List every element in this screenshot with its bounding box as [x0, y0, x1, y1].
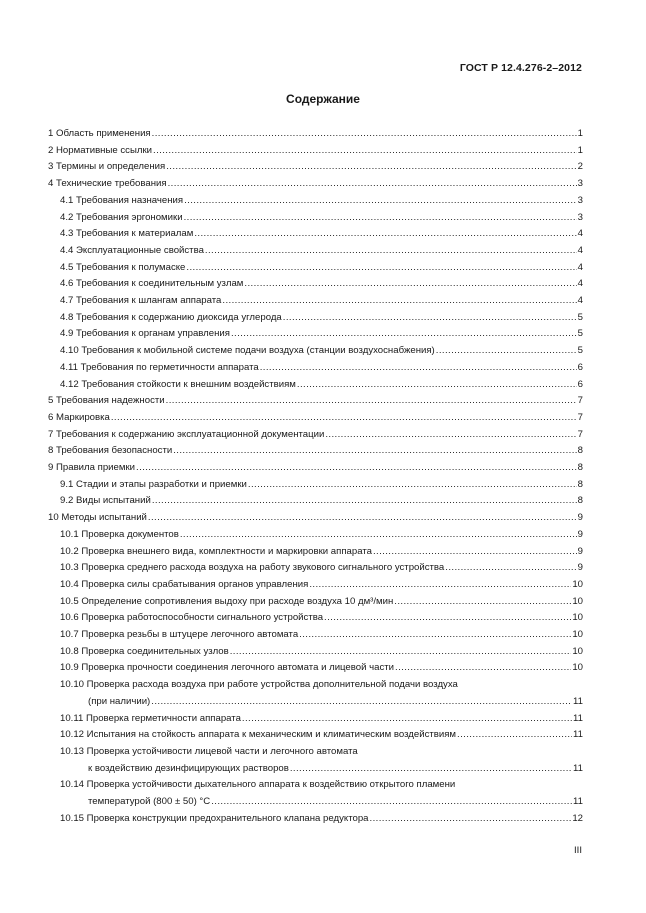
toc-dot-leader	[297, 379, 577, 391]
toc-dot-leader	[173, 445, 576, 457]
toc-entry[interactable]	[60, 746, 583, 758]
toc-entry-page: 9	[577, 528, 583, 540]
toc-entry-title: 4.8 Требования к содержанию диоксида углерода	[60, 311, 282, 323]
toc-entry-title: 10.10 Проверка расхода воздуха при работе устройства дополнительной подачи воздуха	[60, 679, 458, 691]
toc-entry[interactable]	[60, 212, 583, 224]
toc-entry-page: 8	[577, 478, 583, 490]
toc-entry-page: 9	[577, 562, 583, 574]
toc-entry[interactable]	[48, 161, 583, 173]
toc-entry-page: 10	[572, 645, 583, 657]
toc-entry-page: 8	[577, 445, 583, 457]
toc-entry[interactable]	[60, 495, 583, 507]
toc-dot-leader	[153, 145, 577, 157]
toc-entry[interactable]	[88, 763, 583, 775]
toc-dot-leader	[394, 596, 571, 608]
toc-entry[interactable]	[60, 278, 583, 290]
toc-entry-page: 10	[572, 662, 583, 674]
toc-entry-title: 10.14 Проверка устойчивости дыхательного аппарата к воздействию открытого пламени	[60, 779, 456, 791]
toc-dot-leader	[325, 429, 576, 441]
toc-entry[interactable]	[48, 429, 583, 441]
toc-entry-page: 11	[573, 796, 583, 807]
toc-entry-title: 10.4 Проверка силы срабатывания органов управления	[60, 578, 309, 590]
toc-entry[interactable]	[60, 779, 583, 791]
toc-dot-leader	[457, 729, 572, 741]
toc-entry[interactable]	[48, 512, 583, 524]
toc-entry-page: 4	[577, 278, 583, 290]
toc-dot-leader	[244, 278, 576, 290]
toc-entry-title: 4.4 Эксплуатационные свойства	[60, 244, 204, 256]
toc-entry-page: 12	[572, 812, 583, 824]
toc-dot-leader	[373, 546, 577, 558]
toc-entry-page: 6	[577, 378, 583, 390]
toc-entry-page: 5	[577, 328, 583, 340]
toc-dot-leader	[436, 345, 577, 357]
toc-dot-leader	[186, 262, 576, 274]
toc-dot-leader	[111, 412, 577, 424]
toc-entry[interactable]	[60, 679, 583, 691]
toc-entry-title: 9.1 Стадии и этапы разработки и приемки	[60, 478, 247, 490]
toc-entry-title: 5 Требования надежности	[48, 395, 165, 407]
toc-entry-title: 4.10 Требования к мобильной системе подачи воздуха (станции воздухоснабжения)	[60, 345, 435, 357]
toc-entry[interactable]	[48, 395, 583, 407]
toc-entry-page: 1	[577, 128, 583, 139]
toc-entry-title: 3 Термины и определения	[48, 161, 166, 173]
page-title: Содержание	[286, 92, 360, 106]
toc-entry-title: 4.2 Требования эргономики	[60, 211, 183, 223]
toc-entry-title: 4.11 Требования по герметичности аппарата	[60, 361, 259, 373]
toc-entry-page: 7	[577, 411, 583, 423]
toc-entry-title: 10.5 Определение сопротивления выдоху при расходе воздуха 10 дм³/мин	[60, 595, 394, 607]
toc-entry-title: 4 Технические требования	[48, 178, 167, 190]
toc-entry[interactable]	[60, 562, 583, 574]
toc-entry-title: 10.13 Проверка устойчивости лицевой части и легочного автомата	[60, 745, 358, 757]
toc-entry[interactable]	[60, 729, 583, 741]
toc-entry-title: температурой (800 ± 50) °С	[88, 796, 211, 807]
toc-dot-leader	[148, 512, 577, 524]
toc-dot-leader	[231, 328, 577, 340]
toc-entry-page: 11	[573, 762, 583, 774]
toc-dot-leader	[194, 228, 576, 240]
toc-entry-title: 4.1 Требования назначения	[60, 194, 184, 206]
toc-entry-page: 11	[573, 695, 583, 707]
toc-dot-leader	[248, 479, 577, 491]
toc-dot-leader	[168, 178, 577, 190]
toc-entry-page: 4	[577, 228, 583, 240]
toc-entry-page: 11	[573, 712, 583, 724]
toc-dot-leader	[395, 662, 571, 674]
toc-entry[interactable]	[48, 145, 583, 157]
toc-dot-leader	[152, 128, 577, 140]
toc-dot-leader	[309, 579, 571, 591]
toc-entry-page: 4	[577, 261, 583, 273]
toc-entry-page: 9	[577, 545, 583, 557]
toc-entry-page: 7	[577, 395, 583, 407]
toc-dot-leader	[205, 245, 577, 257]
toc-dot-leader	[180, 529, 577, 541]
toc-entry-title: 4.9 Требования к органам управления	[60, 328, 230, 340]
toc-entry-page: 11	[573, 729, 583, 741]
page-number: III	[574, 845, 582, 856]
toc-entry-page: 7	[577, 428, 583, 440]
toc-entry[interactable]	[60, 529, 583, 541]
toc-dot-leader	[230, 646, 572, 658]
toc-entry-title: 4.5 Требования к полумаске	[60, 261, 186, 273]
toc-entry[interactable]	[60, 295, 583, 307]
toc-entry-title: 4.6 Требования к соединительным узлам	[60, 278, 244, 290]
toc-entry-title: к воздействию дезинфицирующих растворов	[88, 762, 289, 774]
toc-dot-leader	[370, 813, 572, 825]
toc-entry-title: 8 Требования безопасности	[48, 445, 173, 457]
toc-dot-leader	[324, 612, 571, 624]
toc-dot-leader	[166, 395, 577, 407]
toc-entry[interactable]	[60, 195, 583, 207]
toc-entry[interactable]	[60, 546, 583, 558]
standard-designation: ГОСТ Р 12.4.276-2–2012	[459, 62, 582, 74]
toc-entry-page: 4	[577, 295, 583, 306]
toc-entry-title: 2 Нормативные ссылки	[48, 144, 153, 156]
toc-dot-leader	[222, 295, 576, 307]
toc-entry-title: 4.7 Требования к шлангам аппарата	[60, 295, 222, 306]
toc-dot-leader	[242, 713, 572, 725]
toc-entry-page: 8	[577, 495, 583, 507]
toc-entry-title: 10.3 Проверка среднего расхода воздуха на работу звукового сигнального устройства	[60, 562, 445, 574]
toc-dot-leader	[283, 312, 577, 324]
toc-entry-page: 3	[577, 194, 583, 206]
toc-entry-page: 2	[577, 161, 583, 173]
toc-dot-leader	[184, 195, 577, 207]
toc-entry-title: 9.2 Виды испытаний	[60, 495, 151, 507]
toc-entry[interactable]	[88, 696, 583, 708]
toc-entry-page: 6	[577, 361, 583, 373]
toc-entry-page: 10	[572, 629, 583, 640]
toc-entry-page: 10	[572, 578, 583, 590]
toc-entry[interactable]	[60, 479, 583, 491]
toc-entry-title: 4.3 Требования к материалам	[60, 228, 194, 240]
toc-entry-title: 4.12 Требования стойкости к внешним воздействиям	[60, 378, 296, 390]
toc-entry[interactable]	[60, 629, 583, 641]
toc-entry[interactable]	[48, 445, 583, 457]
toc-dot-leader	[184, 212, 577, 224]
toc-entry[interactable]	[60, 362, 583, 374]
toc-entry[interactable]	[60, 646, 583, 658]
toc-entry[interactable]	[48, 462, 583, 474]
toc-dot-leader	[211, 796, 572, 808]
toc-entry[interactable]	[60, 228, 583, 240]
toc-entry[interactable]	[60, 312, 583, 324]
toc-entry-title: 7 Требования к содержанию эксплуатационной документации	[48, 428, 325, 440]
toc-entry[interactable]	[88, 796, 583, 808]
toc-entry-title: (при наличии)	[88, 695, 151, 707]
toc-entry-title: 10.6 Проверка работоспособности сигнального устройства	[60, 612, 324, 624]
toc-dot-leader	[445, 562, 576, 574]
toc-dot-leader	[260, 362, 577, 374]
toc-entry-title: 9 Правила приемки	[48, 462, 135, 473]
toc-entry-page: 1	[577, 144, 583, 156]
toc-entry[interactable]	[60, 612, 583, 624]
toc-entry-title: 10.1 Проверка документов	[60, 528, 179, 540]
toc-entry-page: 8	[577, 462, 583, 473]
toc-entry-page: 4	[577, 244, 583, 256]
toc-entry[interactable]	[60, 328, 583, 340]
toc-entry-title: 10 Методы испытаний	[48, 512, 147, 524]
toc-entry-title: 10.11 Проверка герметичности аппарата	[60, 712, 241, 724]
toc-entry-title: 10.9 Проверка прочности соединения легочного автомата и лицевой части	[60, 662, 395, 674]
toc-entry[interactable]	[60, 379, 583, 391]
toc-entry-page: 10	[572, 595, 583, 607]
toc-entry-page: 9	[577, 512, 583, 524]
toc-entry-title: 10.15 Проверка конструкции предохранительного клапана редуктора	[60, 812, 369, 824]
toc-entry-title: 6 Маркировка	[48, 411, 110, 423]
toc-entry-page: 3	[577, 211, 583, 223]
toc-entry[interactable]	[60, 579, 583, 591]
toc-entry-title: 10.7 Проверка резьбы в штуцере легочного автомата	[60, 629, 299, 640]
toc-entry[interactable]	[60, 596, 583, 608]
toc-entry[interactable]	[60, 262, 583, 274]
toc-entry-page: 5	[577, 311, 583, 323]
toc-entry[interactable]	[60, 813, 583, 825]
toc-entry[interactable]	[48, 412, 583, 424]
toc-entry[interactable]	[60, 345, 583, 357]
toc-entry-title: 10.8 Проверка соединительных узлов	[60, 645, 229, 657]
toc-entry[interactable]	[60, 662, 583, 674]
toc-entry-page: 5	[577, 345, 583, 357]
toc-entry[interactable]	[48, 178, 583, 190]
toc-entry[interactable]	[60, 713, 583, 725]
toc-entry[interactable]	[48, 128, 583, 140]
toc-entry-page: 10	[572, 612, 583, 624]
toc-dot-leader	[152, 495, 577, 507]
toc-dot-leader	[136, 462, 577, 474]
toc-dot-leader	[151, 696, 572, 708]
toc-entry[interactable]	[60, 245, 583, 257]
toc-entry-title: 10.12 Испытания на стойкость аппарата к механическим и климатическим воздействиям	[60, 729, 457, 741]
toc-dot-leader	[166, 161, 576, 173]
toc-entry-title: 10.2 Проверка внешнего вида, комплектности и маркировки аппарата	[60, 545, 372, 557]
toc-dot-leader	[290, 763, 572, 775]
toc-dot-leader	[299, 629, 571, 641]
toc-entry-page: 3	[577, 178, 583, 190]
toc-entry-title: 1 Область применения	[48, 128, 151, 139]
